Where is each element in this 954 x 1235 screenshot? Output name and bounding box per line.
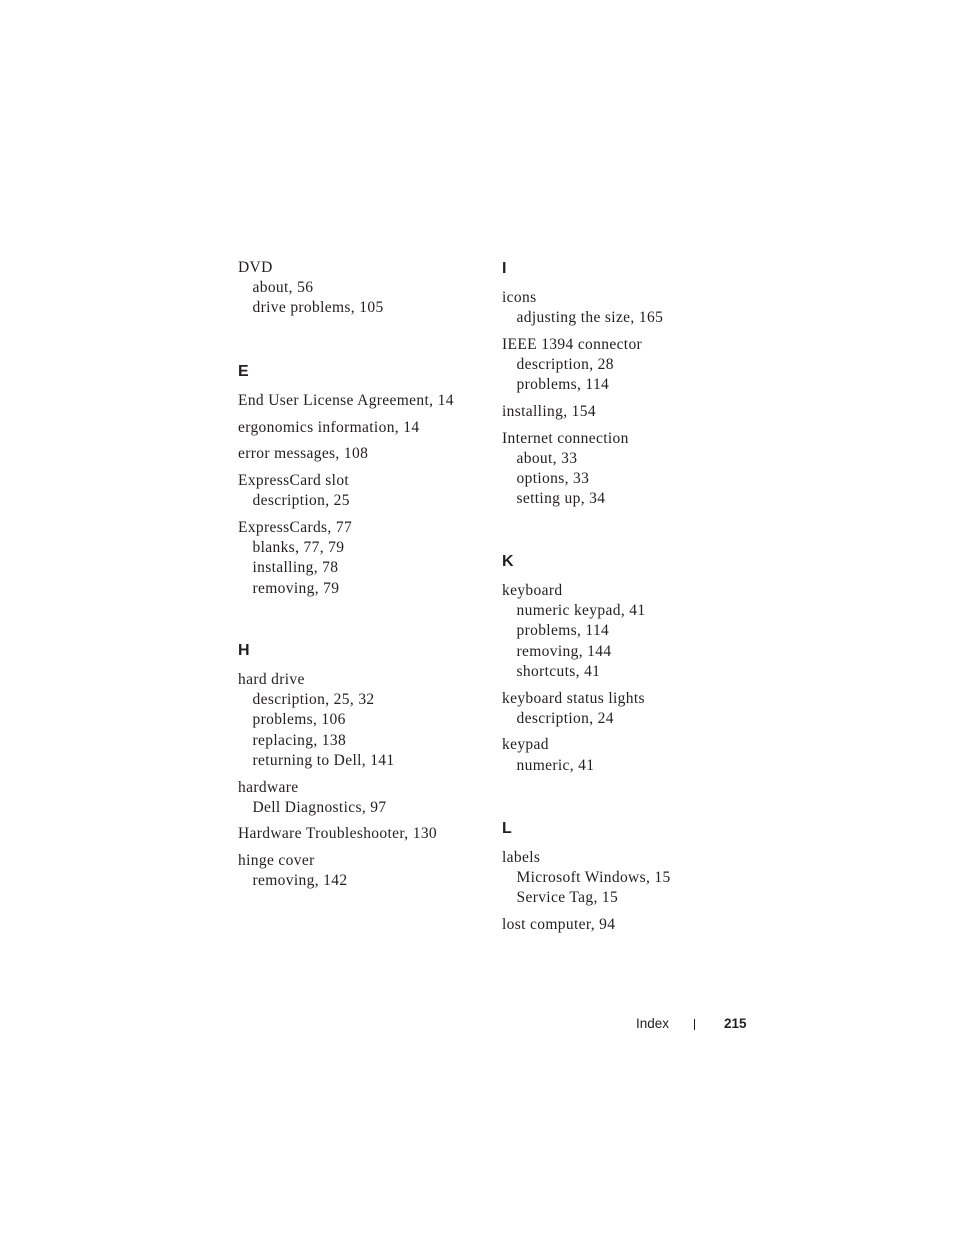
index-letter-heading: K — [502, 553, 514, 570]
index-entry — [238, 518, 498, 599]
index-subentry: Dell Diagnostics, 97 — [252, 798, 387, 816]
index-subentry: removing, 79 — [252, 579, 340, 597]
index-term: keyboard — [502, 582, 563, 599]
index-term: installing, 154 — [502, 403, 596, 421]
index-entry — [238, 391, 498, 411]
index-term: End User License Agreement, 14 — [238, 392, 454, 409]
index-subentry: replacing, 138 — [252, 731, 347, 749]
index-subentry: blanks, 77, 79 — [252, 539, 345, 557]
index-section-l — [502, 819, 762, 942]
index-term: keyboard status lights — [502, 689, 645, 707]
index-entry — [238, 670, 498, 771]
footer-section-label: Index — [636, 1016, 670, 1031]
index-entry — [502, 689, 762, 729]
index-letter-heading: H — [238, 642, 250, 659]
page-number: 215 — [724, 1016, 747, 1031]
index-subentry: numeric keypad, 41 — [516, 602, 646, 620]
index-term: hard drive — [238, 671, 305, 688]
index-term: hardware — [238, 778, 299, 796]
index-term: hinge cover — [238, 852, 315, 870]
index-subentry: removing, 144 — [516, 642, 612, 660]
index-letter-heading: I — [502, 260, 507, 277]
index-subentry: Microsoft Windows, 15 — [516, 869, 671, 887]
index-section-h — [238, 641, 498, 898]
index-term: ExpressCard slot — [238, 472, 350, 490]
index-subentry: problems, 114 — [516, 622, 610, 640]
footer-divider — [694, 1019, 695, 1030]
index-subentry: adjusting the size, 165 — [516, 309, 664, 327]
index-entry — [238, 851, 498, 891]
index-subentry: setting up, 34 — [516, 490, 606, 508]
index-subentry: problems, 106 — [252, 711, 346, 729]
index-letter-heading: E — [238, 363, 249, 380]
index-entry — [238, 418, 498, 438]
index-subentry: description, 24 — [516, 709, 614, 727]
index-subentry: installing, 78 — [252, 559, 339, 577]
index-entry — [502, 429, 762, 510]
index-entry — [502, 581, 762, 682]
index-subentry: numeric, 41 — [516, 756, 595, 774]
index-subentry: shortcuts, 41 — [516, 662, 601, 680]
index-entry — [502, 335, 762, 396]
index-subentry: about, 33 — [516, 449, 578, 467]
index-term: error messages, 108 — [238, 445, 369, 463]
index-entry — [238, 471, 498, 511]
index-entry — [502, 735, 762, 775]
index-term: keypad — [502, 736, 549, 754]
index-letter-heading: L — [502, 820, 512, 837]
index-section-k — [502, 552, 762, 782]
index-term: ergonomics information, 14 — [238, 418, 420, 436]
index-term: Internet connection — [502, 429, 629, 447]
index-subentry: returning to Dell, 141 — [252, 751, 395, 769]
index-term: Hardware Troubleshooter, 130 — [238, 825, 438, 843]
index-section-e — [238, 362, 498, 605]
index-subentry: description, 25 — [252, 492, 350, 510]
index-entry — [502, 915, 762, 935]
index-subentry: about, 56 — [252, 279, 314, 297]
index-section-dvd-continued — [238, 258, 498, 325]
index-entry — [502, 288, 762, 328]
index-entry — [238, 778, 498, 818]
index-subentry: options, 33 — [516, 470, 590, 488]
index-term: labels — [502, 849, 541, 866]
index-term: icons — [502, 289, 537, 306]
index-term: DVD — [238, 259, 273, 276]
index-subentry: drive problems, 105 — [252, 299, 384, 317]
index-term: lost computer, 94 — [502, 916, 616, 934]
index-term: IEEE 1394 connector — [502, 335, 643, 353]
index-entry — [502, 848, 762, 909]
index-subentry: problems, 114 — [516, 376, 610, 394]
index-entry — [238, 258, 498, 319]
index-subentry: Service Tag, 15 — [516, 889, 619, 907]
index-subentry: description, 25, 32 — [252, 691, 375, 709]
index-term: ExpressCards, 77 — [238, 519, 353, 537]
index-subentry: description, 28 — [516, 356, 614, 374]
index-entry — [238, 444, 498, 464]
index-subentry: removing, 142 — [252, 872, 348, 890]
index-entry — [502, 402, 762, 422]
index-entry — [238, 824, 498, 844]
index-section-i — [502, 259, 762, 516]
